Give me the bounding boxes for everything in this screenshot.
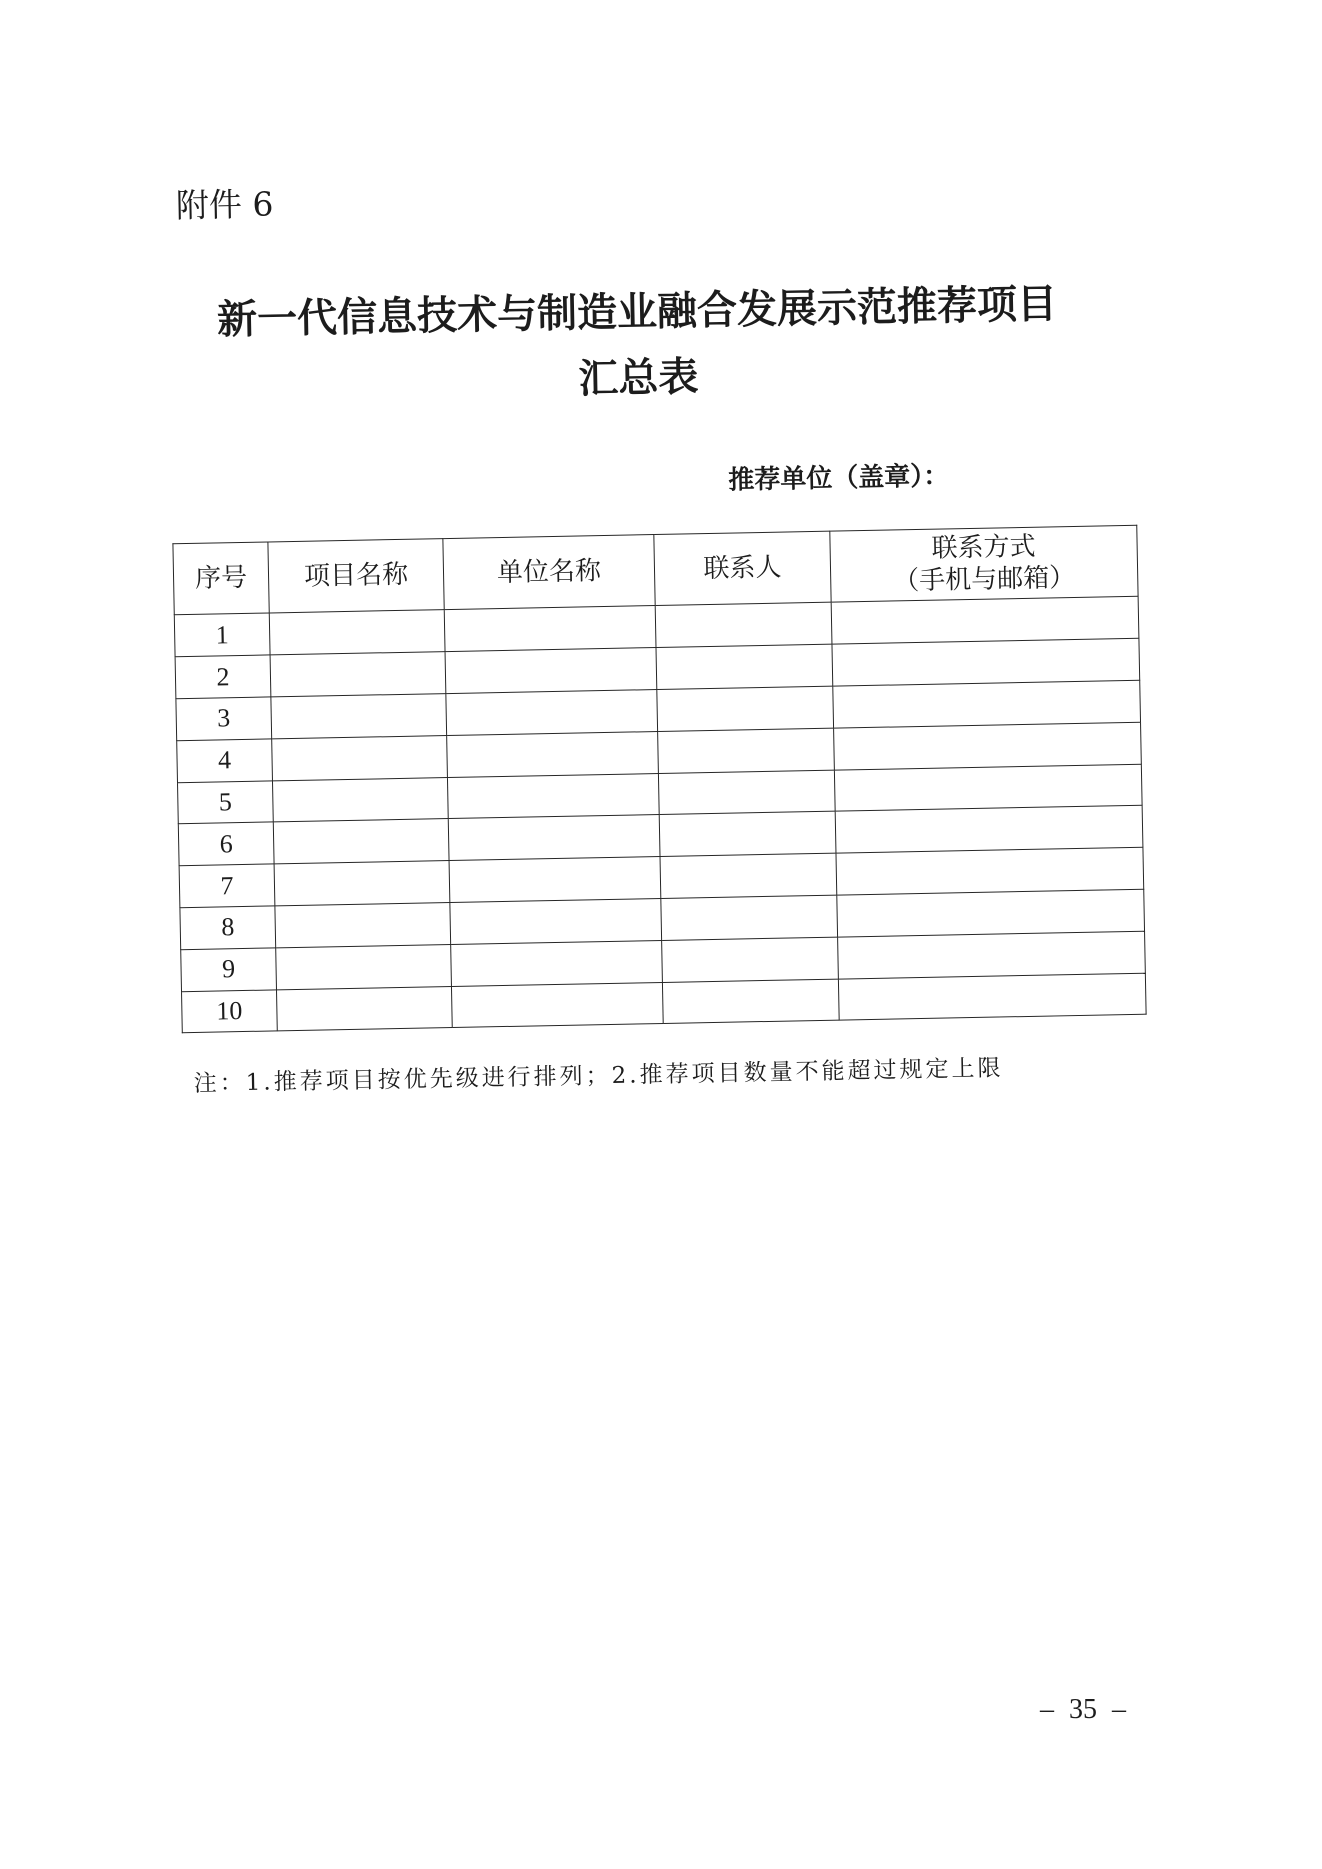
page-number: – 35 – — [1040, 1694, 1126, 1725]
cell-contact-method — [831, 597, 1139, 645]
cell-unit-name — [447, 731, 659, 777]
summary-table — [172, 525, 1146, 1034]
cell-project-name — [273, 819, 449, 864]
cell-project-name — [276, 944, 452, 989]
cell-unit-name — [451, 940, 663, 986]
cell-contact-person — [660, 853, 837, 898]
attachment-label: 附件 6 — [175, 184, 274, 226]
cell-index: 3 — [176, 697, 272, 741]
cell-index: 10 — [182, 989, 278, 1033]
header-unit-name: 单位名称 — [443, 535, 655, 610]
header-contact-method-label: 联系方式 — [931, 531, 1036, 564]
cell-project-name — [274, 861, 450, 906]
cell-contact-person — [657, 686, 834, 731]
cell-unit-name — [451, 982, 663, 1028]
cell-index: 7 — [179, 864, 275, 908]
cell-index: 5 — [177, 780, 273, 824]
cell-contact-person — [658, 728, 835, 773]
header-contact-person: 联系人 — [654, 531, 831, 606]
cell-project-name — [276, 986, 452, 1031]
header-contact-method-detail: （手机与邮箱） — [892, 563, 1076, 597]
cell-contact-method — [833, 680, 1141, 728]
cell-contact-method — [832, 638, 1140, 686]
header-project-name: 项目名称 — [268, 539, 444, 614]
cell-contact-person — [662, 937, 839, 982]
cell-project-name — [272, 735, 448, 780]
cell-project-name — [269, 610, 445, 655]
cell-project-name — [270, 652, 446, 697]
cell-unit-name — [447, 773, 659, 819]
page-content — [128, 130, 1187, 1130]
cell-project-name — [271, 694, 447, 739]
cell-contact-person — [662, 979, 839, 1024]
header-index: 序号 — [173, 542, 269, 615]
cell-index: 6 — [178, 822, 274, 866]
cell-unit-name — [444, 606, 656, 652]
cell-contact-person — [655, 603, 832, 648]
cell-project-name — [272, 777, 448, 822]
header-contact-method — [830, 525, 1138, 602]
cell-unit-name — [445, 648, 657, 694]
title-line-1: 新一代信息技术与制造业融合发展示范推荐项目 — [216, 280, 1058, 344]
cell-contact-method — [834, 722, 1142, 770]
cell-contact-person — [658, 770, 835, 815]
footnote: 注：1.推荐项目按优先级进行排列；2.推荐项目数量不能超过规定上限 — [193, 1055, 1004, 1097]
title-line-2: 汇总表 — [577, 353, 699, 403]
cell-contact-method — [834, 764, 1142, 812]
cell-index: 9 — [181, 948, 277, 992]
cell-unit-name — [448, 815, 660, 861]
cell-contact-method — [837, 889, 1145, 937]
cell-unit-name — [446, 690, 658, 736]
cell-index: 4 — [177, 739, 273, 783]
cell-contact-method — [836, 847, 1144, 895]
cell-index: 2 — [175, 655, 271, 699]
cell-index: 1 — [174, 613, 270, 657]
cell-project-name — [275, 903, 451, 948]
cell-contact-method — [838, 973, 1146, 1021]
cell-index: 8 — [180, 906, 276, 950]
cell-contact-person — [661, 895, 838, 940]
cell-contact-method — [838, 931, 1146, 979]
recommending-unit-label: 推荐单位（盖章）： — [728, 461, 950, 496]
cell-contact-person — [659, 811, 836, 856]
cell-contact-person — [656, 644, 833, 689]
cell-contact-method — [835, 806, 1143, 854]
cell-unit-name — [450, 898, 662, 944]
cell-unit-name — [449, 857, 661, 903]
